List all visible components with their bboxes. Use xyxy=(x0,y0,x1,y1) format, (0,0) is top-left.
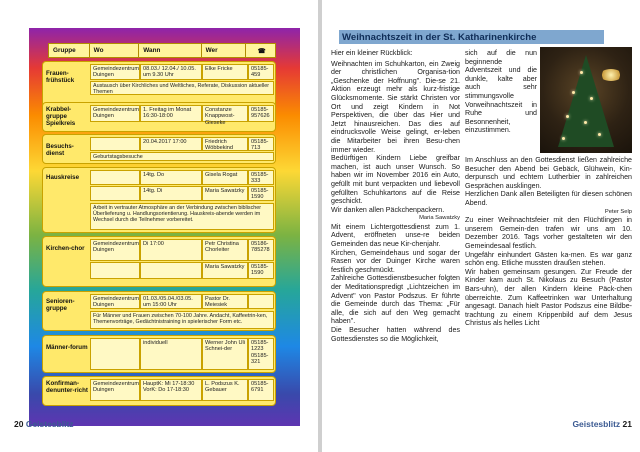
page-footer-left xyxy=(14,419,74,429)
signature: Peter Selp xyxy=(604,208,632,215)
tree-light xyxy=(584,121,587,124)
cell-wo: Gemeindezentrum Duingen xyxy=(90,105,140,122)
group-note: Austausch über Kirchliches und Weltliches, Referate, Diskussion aktueller Themen xyxy=(90,81,274,95)
signature: Maria Sawatzky xyxy=(419,215,460,222)
group-name: Senioren-gruppe xyxy=(46,298,75,313)
paragraph: Zu einer Weihnachtsfeier mit den Flüchtlingen in unserem Gemein-den trafen wir uns am 10. Dezember 2016. Tags vorher gestalteten wir den Gemeindesaal festlich. xyxy=(465,216,632,250)
group-name: Frauen-frühstück xyxy=(46,70,75,85)
article-column-2-top xyxy=(465,49,537,155)
group-konfirmandenunterricht xyxy=(42,376,276,406)
page-number: 20 xyxy=(14,419,24,429)
cell-wer: Constanze Knappwost-Gieseke xyxy=(202,105,248,122)
left-page xyxy=(0,0,318,452)
cell-wer: Maria Sawatzky xyxy=(202,186,248,201)
cell-wann xyxy=(140,262,202,279)
group-besuchsdienst xyxy=(42,134,276,164)
christmas-tree-photo xyxy=(540,47,632,153)
tree-light xyxy=(562,137,565,140)
paragraph: Wir haben gemeinsam gesungen. Zur Freude der Kinder kam auch St. Nikolaus zu Besuch (Pastor Bars-uhn), der allen Kindern kleine Päck-chen überreichte. Zum Kaffeetrinken war Unterhaltung angesagt. Danach hielt Pastor Podszus eine Bildbe-trachtung zu einem Krippenbild auf dem Jesus Christus als helles Licht xyxy=(465,267,632,328)
cell-tel: 05185-1223 05185-321 xyxy=(248,338,274,370)
cell-tel: 05185-713 xyxy=(248,137,274,151)
group-frauenfruehstueck xyxy=(42,61,276,108)
cell-wo xyxy=(90,262,140,279)
paragraph: sich auf die nun beginnende Adventszeit und die dunkle, kalte aber auch sehr stimmungsvolle Vorweihnachtszeit in Ruhe und Besonnenheit, einzustimmen. xyxy=(465,49,537,135)
cell-wann: 14tg. Do xyxy=(140,170,202,185)
cell-wo xyxy=(90,186,140,201)
cell-wann: HauptK: Mi 17-18:30 VorK: Do 17-18:30 xyxy=(140,379,202,401)
tree-light xyxy=(580,71,583,74)
paragraph: Bedürftigen Kindern Liebe greifbar machen, ist auch unser Wunsch. So haben wir im November 2016 ein Auto, gefüllt mit bunt verpackten und liebevoll gefüllten Schuhkartons auf die Reise geschickt. xyxy=(331,154,460,206)
article-column-1 xyxy=(331,49,460,411)
cell-wann: 1. Freitag im Monat 16:30-18:00 xyxy=(140,105,202,122)
group-note: Arbeit in vertrauter Atmosphäre an der Verbindung zwischen biblischer Überlieferung u. Handlungsorientierung. Hauskreis-abende werden im Wechsel durch die Teilnehmer vorbereitet. xyxy=(90,203,274,230)
cell-wer: Friedrich Wöbbekind xyxy=(202,137,248,151)
cell-tel: 05185-1590 xyxy=(248,186,274,201)
cell-tel: 05185-6791 xyxy=(248,379,274,401)
cell-wann: 01.03./05.04./03.05. um 15:00 Uhr xyxy=(140,294,202,309)
page-label: Geistesblitz xyxy=(25,419,74,429)
cell-tel: 05185-1590 xyxy=(248,262,274,279)
cell-wo: Gemeindezentrum Duingen xyxy=(90,294,140,309)
cell-wo xyxy=(90,137,140,151)
group-note: Für Männer und Frauen zwischen 70-100 Jahre. Andacht, Kaffeetrin-ken, Themenvorträge, Gedächtnistraining in spielerischer Form etc. xyxy=(90,311,274,329)
tree-light xyxy=(590,97,593,100)
cell-tel: 05185-333 xyxy=(248,170,274,185)
group-name: Besuchs-dienst xyxy=(46,143,74,158)
cell-wer: Werner John Uli Schnei-der xyxy=(202,338,248,370)
paragraph: Im Anschluss an den Gottesdienst ließen zahlreiche Besucher den Abend bei Gebäck, Glühwein, Kin-derpunsch und echtem Lutherbier in zahlreichen Gesprächen ausklingen. xyxy=(465,156,632,190)
cell-wo xyxy=(90,170,140,185)
paragraph: Herzlichen Dank allen Beteiligten für diesen schönen Abend. xyxy=(465,190,632,207)
tree-light xyxy=(598,133,601,136)
header-wer: Wer xyxy=(202,44,247,57)
chandelier-light xyxy=(600,69,622,81)
phone-icon: ☎ xyxy=(257,48,266,55)
table-header xyxy=(48,43,276,58)
page-footer-right xyxy=(572,419,632,429)
cell-wann: individuell xyxy=(140,338,202,370)
paragraph: Wir danken allen Päckchenpackern. xyxy=(331,205,445,214)
group-maennerforum xyxy=(42,335,276,373)
group-note: Geburtstagsbesuche xyxy=(90,152,274,161)
group-krabbelgruppe xyxy=(42,102,276,132)
header-wo: Wo xyxy=(90,44,140,57)
cell-wer: Pastor Dr. Meiesiek xyxy=(202,294,248,309)
paragraph: Weihnachten im Schuhkarton, ein Zweig der christlichen Organisa-tion „Geschenke der Hoffnung". Die-se 21. Aktion erzeugt mehr als kurz-fristige Glücksmomente. Sie stärkt Christen vor Ort und zeigt Kindern in Not Perspektiven, die über das Hier und Jetzt hinausreichen. Das dies auf eindrucksvolle Weise gelingt, er-leben die Mitarbeiter bei ihren Besu-chen immer wieder. xyxy=(331,59,460,154)
page-label: Geistesblitz xyxy=(572,419,621,429)
cell-wo: Gemeindezentrum Duingen xyxy=(90,239,140,261)
cell-wann: 14tg. Di xyxy=(140,186,202,201)
cell-wann: Di 17:00 xyxy=(140,239,202,261)
cell-wer: Elke Fricke xyxy=(202,64,248,80)
group-name: Krabbel-gruppe Spielkreis xyxy=(46,106,76,128)
cell-wo: Gemeindezentrum Duingen xyxy=(90,64,140,80)
article-column-2 xyxy=(465,156,632,411)
paragraph: Hier ein kleiner Rückblick: xyxy=(331,49,413,57)
header-gruppe: Gruppe xyxy=(49,44,90,57)
tree-light xyxy=(572,91,575,94)
cell-tel xyxy=(248,294,274,309)
article-title: Weihnachtszeit in der St. Katharinenkirche xyxy=(339,30,604,44)
group-seniorengruppe xyxy=(42,291,276,331)
group-name: Männer-forum xyxy=(46,344,88,351)
group-hauskreise xyxy=(42,167,276,233)
group-name: Kirchen-chor xyxy=(46,245,85,252)
cell-wer: L. Podszus K. Gebauer xyxy=(202,379,248,401)
cell-tel: 05186-785278 xyxy=(248,239,274,261)
cell-wann: 08.03./ 12.04./ 10.05. um 9.30 Uhr xyxy=(140,64,202,80)
paragraph: Ungefähr einhundert Gästen ka-men. Es war ganz schön eng. Etliche mussten draußen stehen. xyxy=(465,250,632,268)
cell-wann: 20.04.2017 17:00 xyxy=(140,137,202,151)
cell-wer: Maria Sawatzky xyxy=(202,262,248,279)
cell-wer: Petr Christina Chorleiter xyxy=(202,239,248,261)
paragraph: Zahlreiche Gottesdienstbesucher folgten der Meditationspredigt „Lichtzeichen im Advent" von Pastor Podszus. Er führte die Gemeinde durch das Thema: „Für alle, die sich auf den Weg gemacht haben". xyxy=(331,274,460,326)
cell-wo: Gemeindezentrum Duingen xyxy=(90,379,140,401)
page-number: 21 xyxy=(622,419,632,429)
paragraph: Kirchen, Gemeindehaus und sogar der Rasen vor der Duinger Kirche waren festlich geschmückt. xyxy=(331,248,460,274)
paragraph: Die Besucher hatten während des Gottesdienstes so die Möglichkeit, xyxy=(331,326,460,343)
cell-wo xyxy=(90,338,140,370)
group-kirchenchor xyxy=(42,236,276,287)
group-name: Konfirman-denunter-richt xyxy=(46,380,88,395)
cell-tel: 05185-459 xyxy=(248,64,274,80)
header-wann: Wann xyxy=(139,44,201,57)
cell-wer: Gisela Rogat xyxy=(202,170,248,185)
tree-light xyxy=(566,115,569,118)
group-name: Hauskreise xyxy=(46,174,80,181)
cell-tel: 05185-957626 xyxy=(248,105,274,122)
right-page xyxy=(322,0,640,452)
paragraph: Mit einem Lichtergottesdienst zum 1. Advent, eröffneten unse-re beiden Gemeinden das neue Kir-chenjahr. xyxy=(331,222,460,249)
